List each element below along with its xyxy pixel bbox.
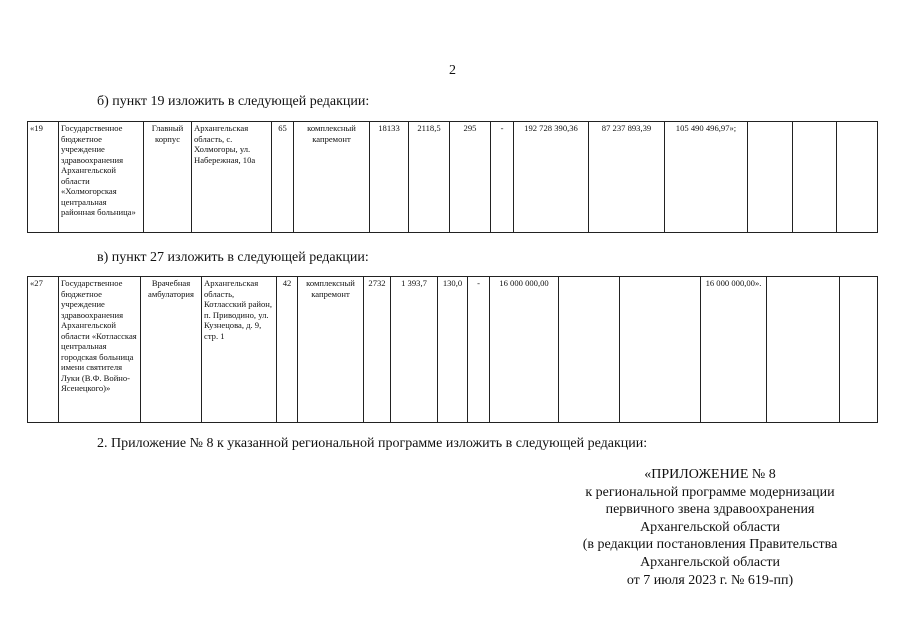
cell-amount-2 xyxy=(559,277,620,423)
cell-amount-6 xyxy=(837,122,878,233)
cell-amount-4 xyxy=(748,122,793,233)
item-2-paragraph: 2. Приложение № 8 к указанной региональной программе изложить в следующей редакции: xyxy=(97,436,648,451)
appendix-line: «ПРИЛОЖЕНИЕ № 8 xyxy=(644,467,776,482)
cell-value-4: 130,0 xyxy=(438,277,468,423)
cell-number: «27 xyxy=(28,277,59,423)
cell-institution: Государственное бюджетное учреждение здравоохранения Архангельской области «Котласская центральная городская больница имени святителя Луки (В.Ф. Войно-Ясенецкого)» xyxy=(59,277,141,423)
cell-work-type: комплексный капремонт xyxy=(298,277,364,423)
table-row xyxy=(28,277,878,423)
cell-value-2: 2732 xyxy=(364,277,391,423)
cell-amount-3 xyxy=(620,277,701,423)
cell-amount-2: 87 237 893,39 xyxy=(589,122,665,233)
cell-value-1: 42 xyxy=(277,277,298,423)
page-number: 2 xyxy=(449,63,456,78)
cell-amount-4: 16 000 000,00». xyxy=(701,277,767,423)
table-item-27 xyxy=(27,276,878,423)
cell-value-3: 1 393,7 xyxy=(391,277,438,423)
cell-value-5: - xyxy=(491,122,514,233)
cell-amount-6 xyxy=(840,277,878,423)
appendix-line: от 7 июля 2023 г. № 619-пп) xyxy=(626,572,794,588)
heading-item-27: в) пункт 27 изложить в следующей редакции: xyxy=(97,250,369,265)
cell-object: Врачебная амбулатория xyxy=(141,277,202,423)
cell-number: «19 xyxy=(28,122,59,233)
cell-amount-5 xyxy=(767,277,840,423)
appendix-line: (в редакции постановления Правительства xyxy=(582,537,838,553)
cell-institution: Государственное бюджетное учреждение здравоохранения Архангельской области «Холмогорская центральная районная больница» xyxy=(59,122,144,233)
cell-value-4: 295 xyxy=(450,122,491,233)
appendix-line: Архангельской области xyxy=(640,554,780,570)
heading-item-19: б) пункт 19 изложить в следующей редакции: xyxy=(97,94,370,109)
appendix-line: Архангельской области xyxy=(640,519,780,535)
cell-work-type: комплексный капремонт xyxy=(294,122,370,233)
cell-amount-5 xyxy=(793,122,837,233)
appendix-line: к региональной программе модернизации xyxy=(585,484,835,500)
appendix-line: первичного звена здравоохранения xyxy=(605,502,815,518)
cell-amount-3: 105 490 496,97»; xyxy=(665,122,748,233)
cell-amount-total: 192 728 390,36 xyxy=(514,122,589,233)
cell-value-5: - xyxy=(468,277,490,423)
table-item-19 xyxy=(27,121,878,233)
appendix-header xyxy=(540,466,880,589)
cell-amount-total: 16 000 000,00 xyxy=(490,277,559,423)
cell-value-2: 18133 xyxy=(370,122,409,233)
cell-object: Главный корпус xyxy=(144,122,192,233)
cell-address: Архангельская область, с. Холмогоры, ул. Набережная, 10а xyxy=(192,122,272,233)
cell-value-1: 65 xyxy=(272,122,294,233)
cell-address: Архангельская область, Котласский район, п. Приводино, ул. Кузнецова, д. 9, стр. 1 xyxy=(202,277,277,423)
cell-value-3: 2118,5 xyxy=(409,122,450,233)
table-row xyxy=(28,122,878,233)
